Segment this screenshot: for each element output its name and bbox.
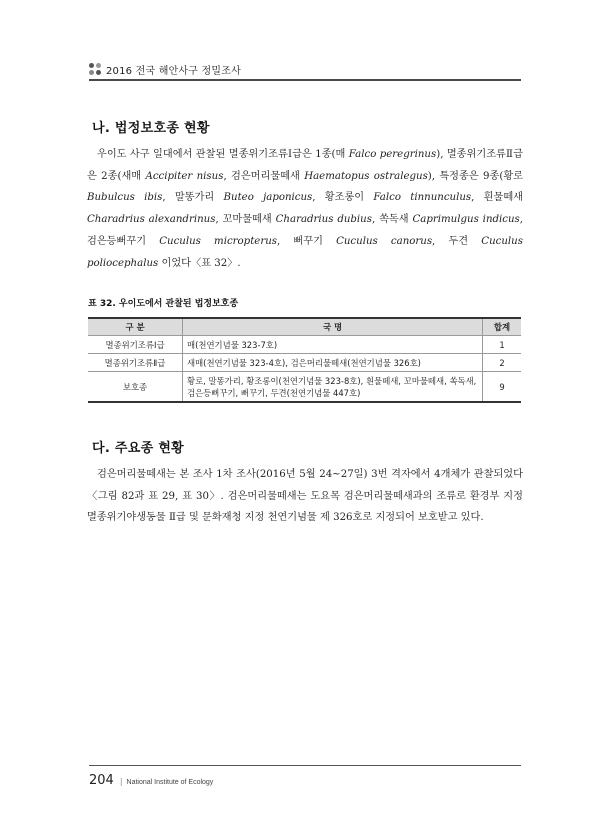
cell-species: 새매(천연기념물 323-4호), 검은머리물떼새(천연기념물 326호) [183,354,483,372]
table-row [88,354,521,372]
scientific-name: Caprimulgus indicus [412,214,520,226]
cell-species: 매(천연기념물 323-7호) [183,336,483,354]
cell-category: 보호종 [88,372,183,403]
header-title: 2016 전국 해안사구 정밀조사 [106,65,241,77]
header-rule [89,79,521,81]
running-header [89,62,241,76]
scientific-name: Charadrius dubius [275,214,372,226]
column-header-total: 합계 [483,318,522,336]
cell-total: 9 [483,372,522,403]
scientific-name: Falco tinnunculus [373,192,472,204]
scientific-name: Haematopus ostralegus [304,170,428,182]
paragraph-text: 검은머리물떼새는 본 조사 1차 조사(2016년 5월 24~27일) 3번 격자에서 4개체가 관찰되었다〈그림 82과 표 29, 표 30〉. 검은머리물떼새는 도요목 검은머리물떼새과의 조류로 환경부 지정 멸종위기야생동물 Ⅱ급 및 문화재청 지정 천연기념물 제 326호로 지정되어 보호받고 있다. [87,469,523,524]
scientific-name: Cuculus micropterus [159,235,277,247]
cell-species: 황로, 말똥가리, 황조롱이(천연기념물 323-8호), 흰물떼새, 꼬마물떼새, 쏙독새, 검은등뻐꾸기, 뻐꾸기, 두견(천연기념물 447호) [183,372,483,403]
scientific-name: Charadrius alexandrinus [87,214,216,226]
scientific-name: Bubulcus ibis [87,192,163,204]
section-heading-protected-species: 나. 법정보호종 현황 [92,121,210,136]
cell-total: 2 [483,354,522,372]
key-species-paragraph [87,464,523,529]
cell-total: 1 [483,336,522,354]
protected-species-paragraph [87,144,523,274]
table-row [88,372,521,403]
scientific-name: Falco peregrinus [348,149,437,160]
table-row [88,336,521,354]
column-header-category: 구 분 [88,318,183,336]
page-number: 204 [89,773,114,788]
column-header-species: 국 명 [183,318,483,336]
protected-species-table [88,317,521,403]
paragraph-text: 이었다〈표 32〉. [158,257,241,269]
scientific-name: Cuculus canorus [336,235,433,247]
footer-rule [89,765,521,766]
paragraph-text: , 쏙독새 [371,214,413,226]
paragraph-text: , 뻐꾸기 [276,235,337,247]
scientific-name: Accipiter nisus [145,170,224,182]
paragraph-text: , 검은머리물떼새 [223,170,305,182]
institute-name: National Institute of Ecology [126,779,214,786]
section-heading-key-species: 다. 주요종 현황 [92,441,185,456]
paragraph-text: , 말똥가리 [162,192,224,204]
page-footer [89,773,213,788]
paragraph-text: , 흰물떼새 [471,192,523,204]
scientific-name: Buteo japonicus [223,192,313,204]
scientific-name: Cuculus poliocephalus [87,235,523,269]
paragraph-text: ), 특정종은 9종(황로 [427,170,523,182]
paragraph-text: ), 멸종위기조류Ⅱ급은 2종(새매 [87,149,523,182]
paragraph-text: , 황조롱이 [312,192,374,204]
cell-category: 멸종위기조류Ⅱ급 [88,354,183,372]
table-caption: 표 32. 우이도에서 관찰된 법정보호종 [88,299,239,309]
cell-category: 멸종위기조류Ⅰ급 [88,336,183,354]
paragraph-text: , 두견 [432,235,482,247]
table-header-row [88,318,521,336]
footer-separator: | [119,777,123,786]
paragraph-text: , 꼬마물떼새 [215,214,276,226]
header-bullet-icon [89,63,101,75]
paragraph-text: 우이도 사구 일대에서 관찰된 멸종위기조류Ⅰ급은 1종(매 [97,149,349,160]
paragraph-text: , 검은등뻐꾸기 [87,214,524,247]
